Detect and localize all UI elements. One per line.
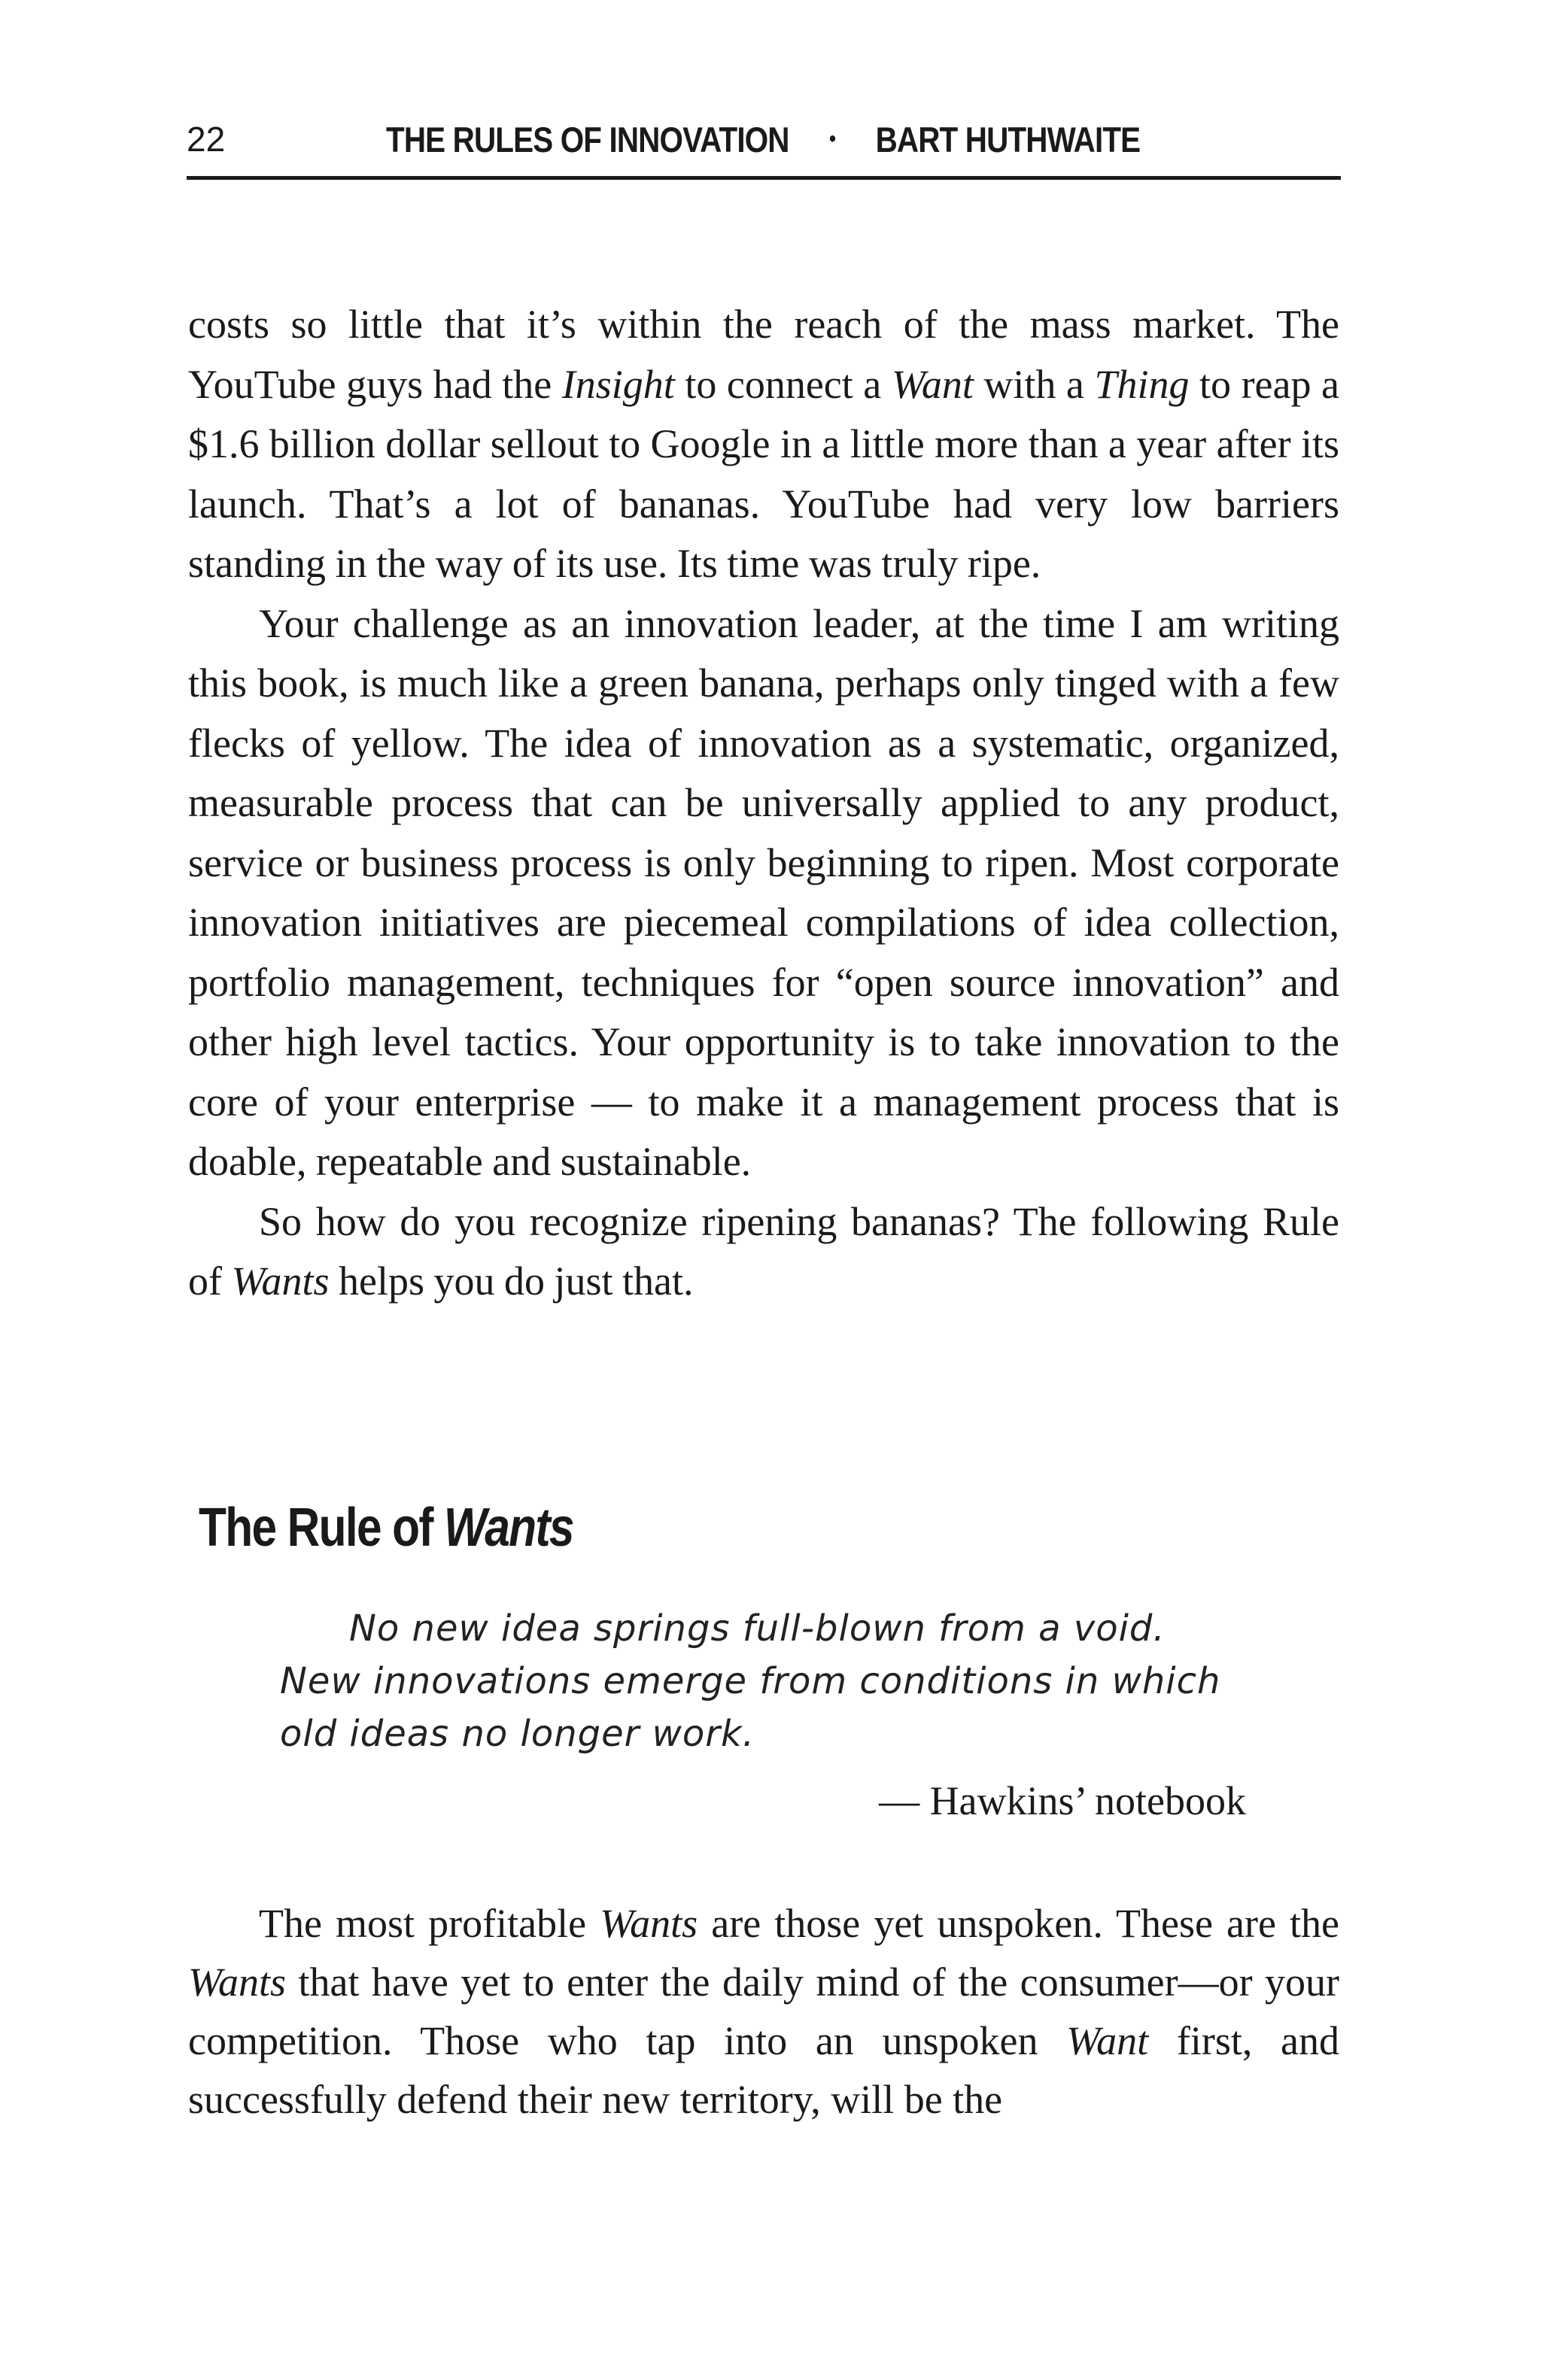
body-text-bottom <box>188 1894 1339 2129</box>
epigraph-line: old ideas no longer work. <box>280 1713 755 1755</box>
body-text-top <box>188 295 1339 1312</box>
text-run: The most profitable <box>259 1901 600 1946</box>
text-run: that have yet to enter the daily mind of the consumer—or your competition. Those who tap into an unspoken <box>188 1960 1339 2063</box>
paragraph-4 <box>188 1894 1339 2129</box>
italic-term: Wants <box>188 1960 287 2005</box>
text-run: with a <box>973 361 1095 407</box>
italic-term: Wants <box>231 1258 330 1304</box>
italic-term: Want <box>891 361 974 407</box>
paragraph-1 <box>188 295 1339 594</box>
italic-term: Thing <box>1094 361 1190 407</box>
running-header <box>187 113 1339 175</box>
text-run: first, and successfully defend their new territory, will be the <box>188 2018 1340 2122</box>
italic-term: Insight <box>561 361 675 407</box>
page-number: 22 <box>187 120 226 159</box>
header-rule <box>187 176 1341 180</box>
heading-text: The Rule of <box>199 1498 444 1558</box>
section-heading <box>199 1497 573 1559</box>
heading-italic-text: Wants <box>443 1498 573 1558</box>
author-name: BART HUTHWAITE <box>875 120 1141 159</box>
epigraph-line: No new idea springs full-blown from a void. <box>349 1607 1166 1650</box>
paragraph-3 <box>188 1192 1339 1312</box>
text-run: So how do you recognize ripening bananas? The following Rule of <box>188 1198 1339 1304</box>
text-run: are those yet unspoken. These are the <box>698 1901 1339 1946</box>
italic-term: Wants <box>600 1901 698 1946</box>
book-title: THE RULES OF INNOVATION <box>386 120 789 159</box>
epigraph-line: New innovations emerge from conditions in which <box>280 1660 1221 1702</box>
text-run: costs so little that it’s within the reach of the mass market. The YouTube guys had the <box>188 302 1339 407</box>
epigraph-quote <box>280 1602 1251 1760</box>
text-run: helps you do just that. <box>329 1258 694 1304</box>
header-separator: • <box>829 126 836 151</box>
running-title <box>386 119 1140 160</box>
paragraph-2: Your challenge as an innovation leader, at the time I am writing this book, is much like a green banana, perhaps only tinged with a few flecks of yellow. The idea of innovation as a systematic, organized, measurable process that can be universally applied to any product, service or business process is only beginning to ripen. Most corporate innovation initiatives are piecemeal compilations of idea collection, portfolio management, techniques for “open source innovation” and other high level tactics. Your opportunity is to take innovation to the core of your enterprise — to make it a management process that is doable, repeatable and sustainable. <box>188 600 1339 1184</box>
text-run: to connect a <box>674 361 892 407</box>
text-run: to reap a $1.6 billion dollar sellout to Google in a little more than a year after its launch. That’s a lot of bananas. YouTube had very low barriers standing in the way of its use. Its time was truly ripe. <box>188 361 1339 586</box>
italic-term: Want <box>1066 2018 1149 2063</box>
epigraph-attribution: — Hawkins’ notebook <box>879 1778 1246 1823</box>
